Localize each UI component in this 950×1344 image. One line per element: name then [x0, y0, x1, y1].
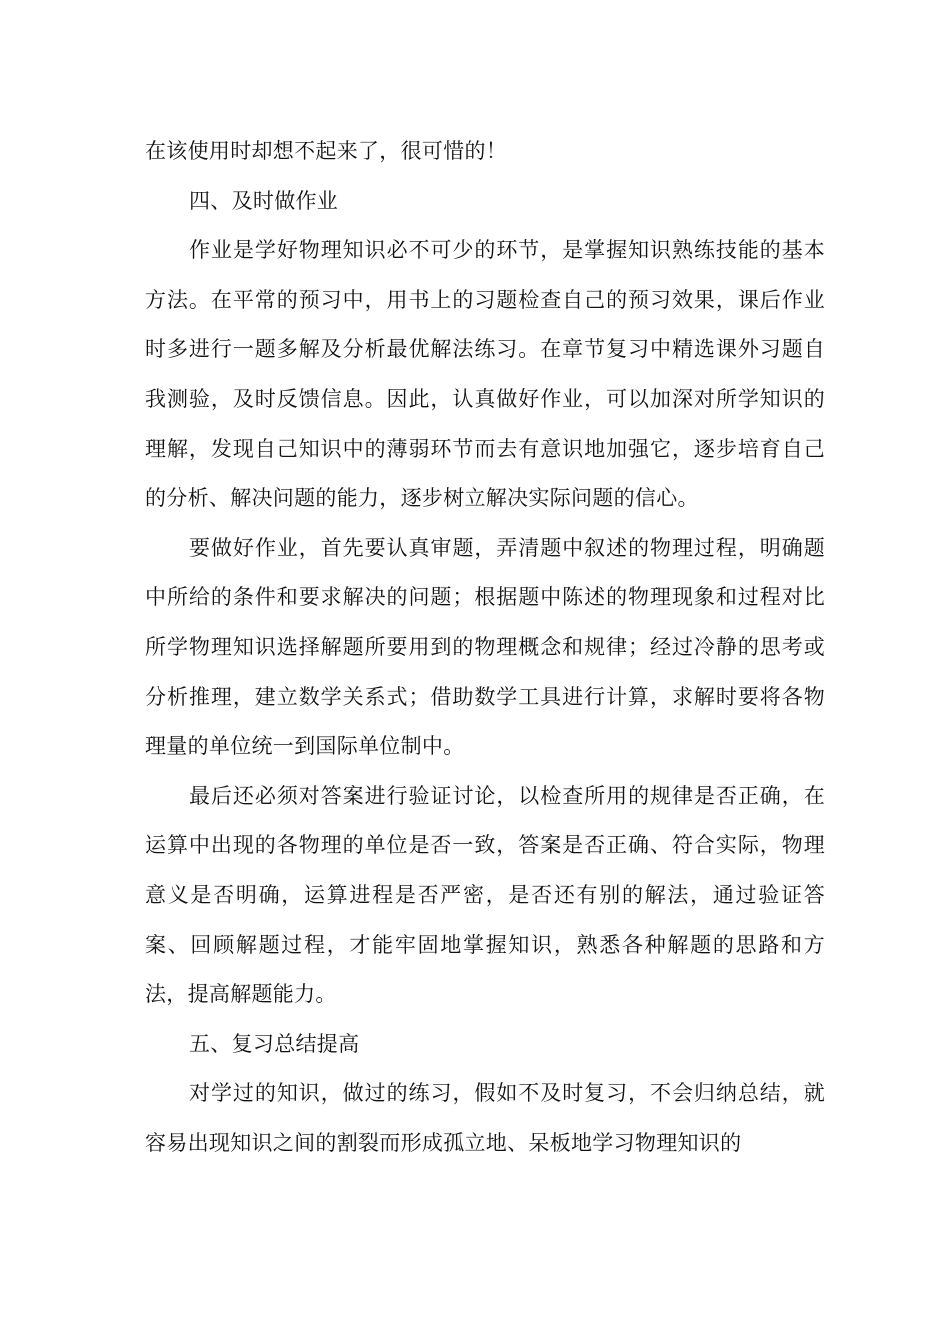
- paragraph-answer-verification: 最后还必须对答案进行验证讨论，以检查所用的规律是否正确，在运算中出现的各物理的单位是否一致，答案是否正确、符合实际，物理意义是否明确，运算进程是否严密，是否还有别的解法，通过验证答案、回顾解题过程，才能牢固地掌握知识，熟悉各种解题的思路和方法，提高解题能力。: [145, 783, 825, 1007]
- paragraph-review: 对学过的知识，做过的练习，假如不及时复习，不会归纳总结，就容易出现知识之间的割裂而形成孤立地、呆板地学习物理知识的: [145, 1081, 825, 1155]
- paragraph-homework-importance: 作业是学好物理知识必不可少的环节，是掌握知识熟练技能的基本方法。在平常的预习中，用书上的习题检查自己的预习效果，课后作业时多进行一题多解及分析最优解法练习。在章节复习中精选课外习题自我测验，及时反馈信息。因此，认真做好作业，可以加深对所学知识的理解，发现自己知识中的薄弱环节而去有意识地加强它，逐步培育自己的分析、解决问题的能力，逐步树立解决实际问题的信心。: [145, 238, 825, 511]
- document-body: [145, 127, 825, 1168]
- paragraph-continuation: 在该使用时却想不起来了，很可惜的！: [145, 139, 508, 163]
- section-heading-homework: 四、及时做作业: [189, 188, 339, 213]
- section-heading-review: 五、复习总结提高: [189, 1031, 360, 1056]
- paragraph-homework-method: 要做好作业，首先要认真审题，弄清题中叙述的物理过程，明确题中所给的条件和要求解决的问题；根据题中陈述的物理现象和过程对比所学物理知识选择解题所要用到的物理概念和规律；经过冷静的思考或分析推理，建立数学关系式；借助数学工具进行计算，求解时要将各物理量的单位统一到国际单位制中。: [145, 535, 825, 759]
